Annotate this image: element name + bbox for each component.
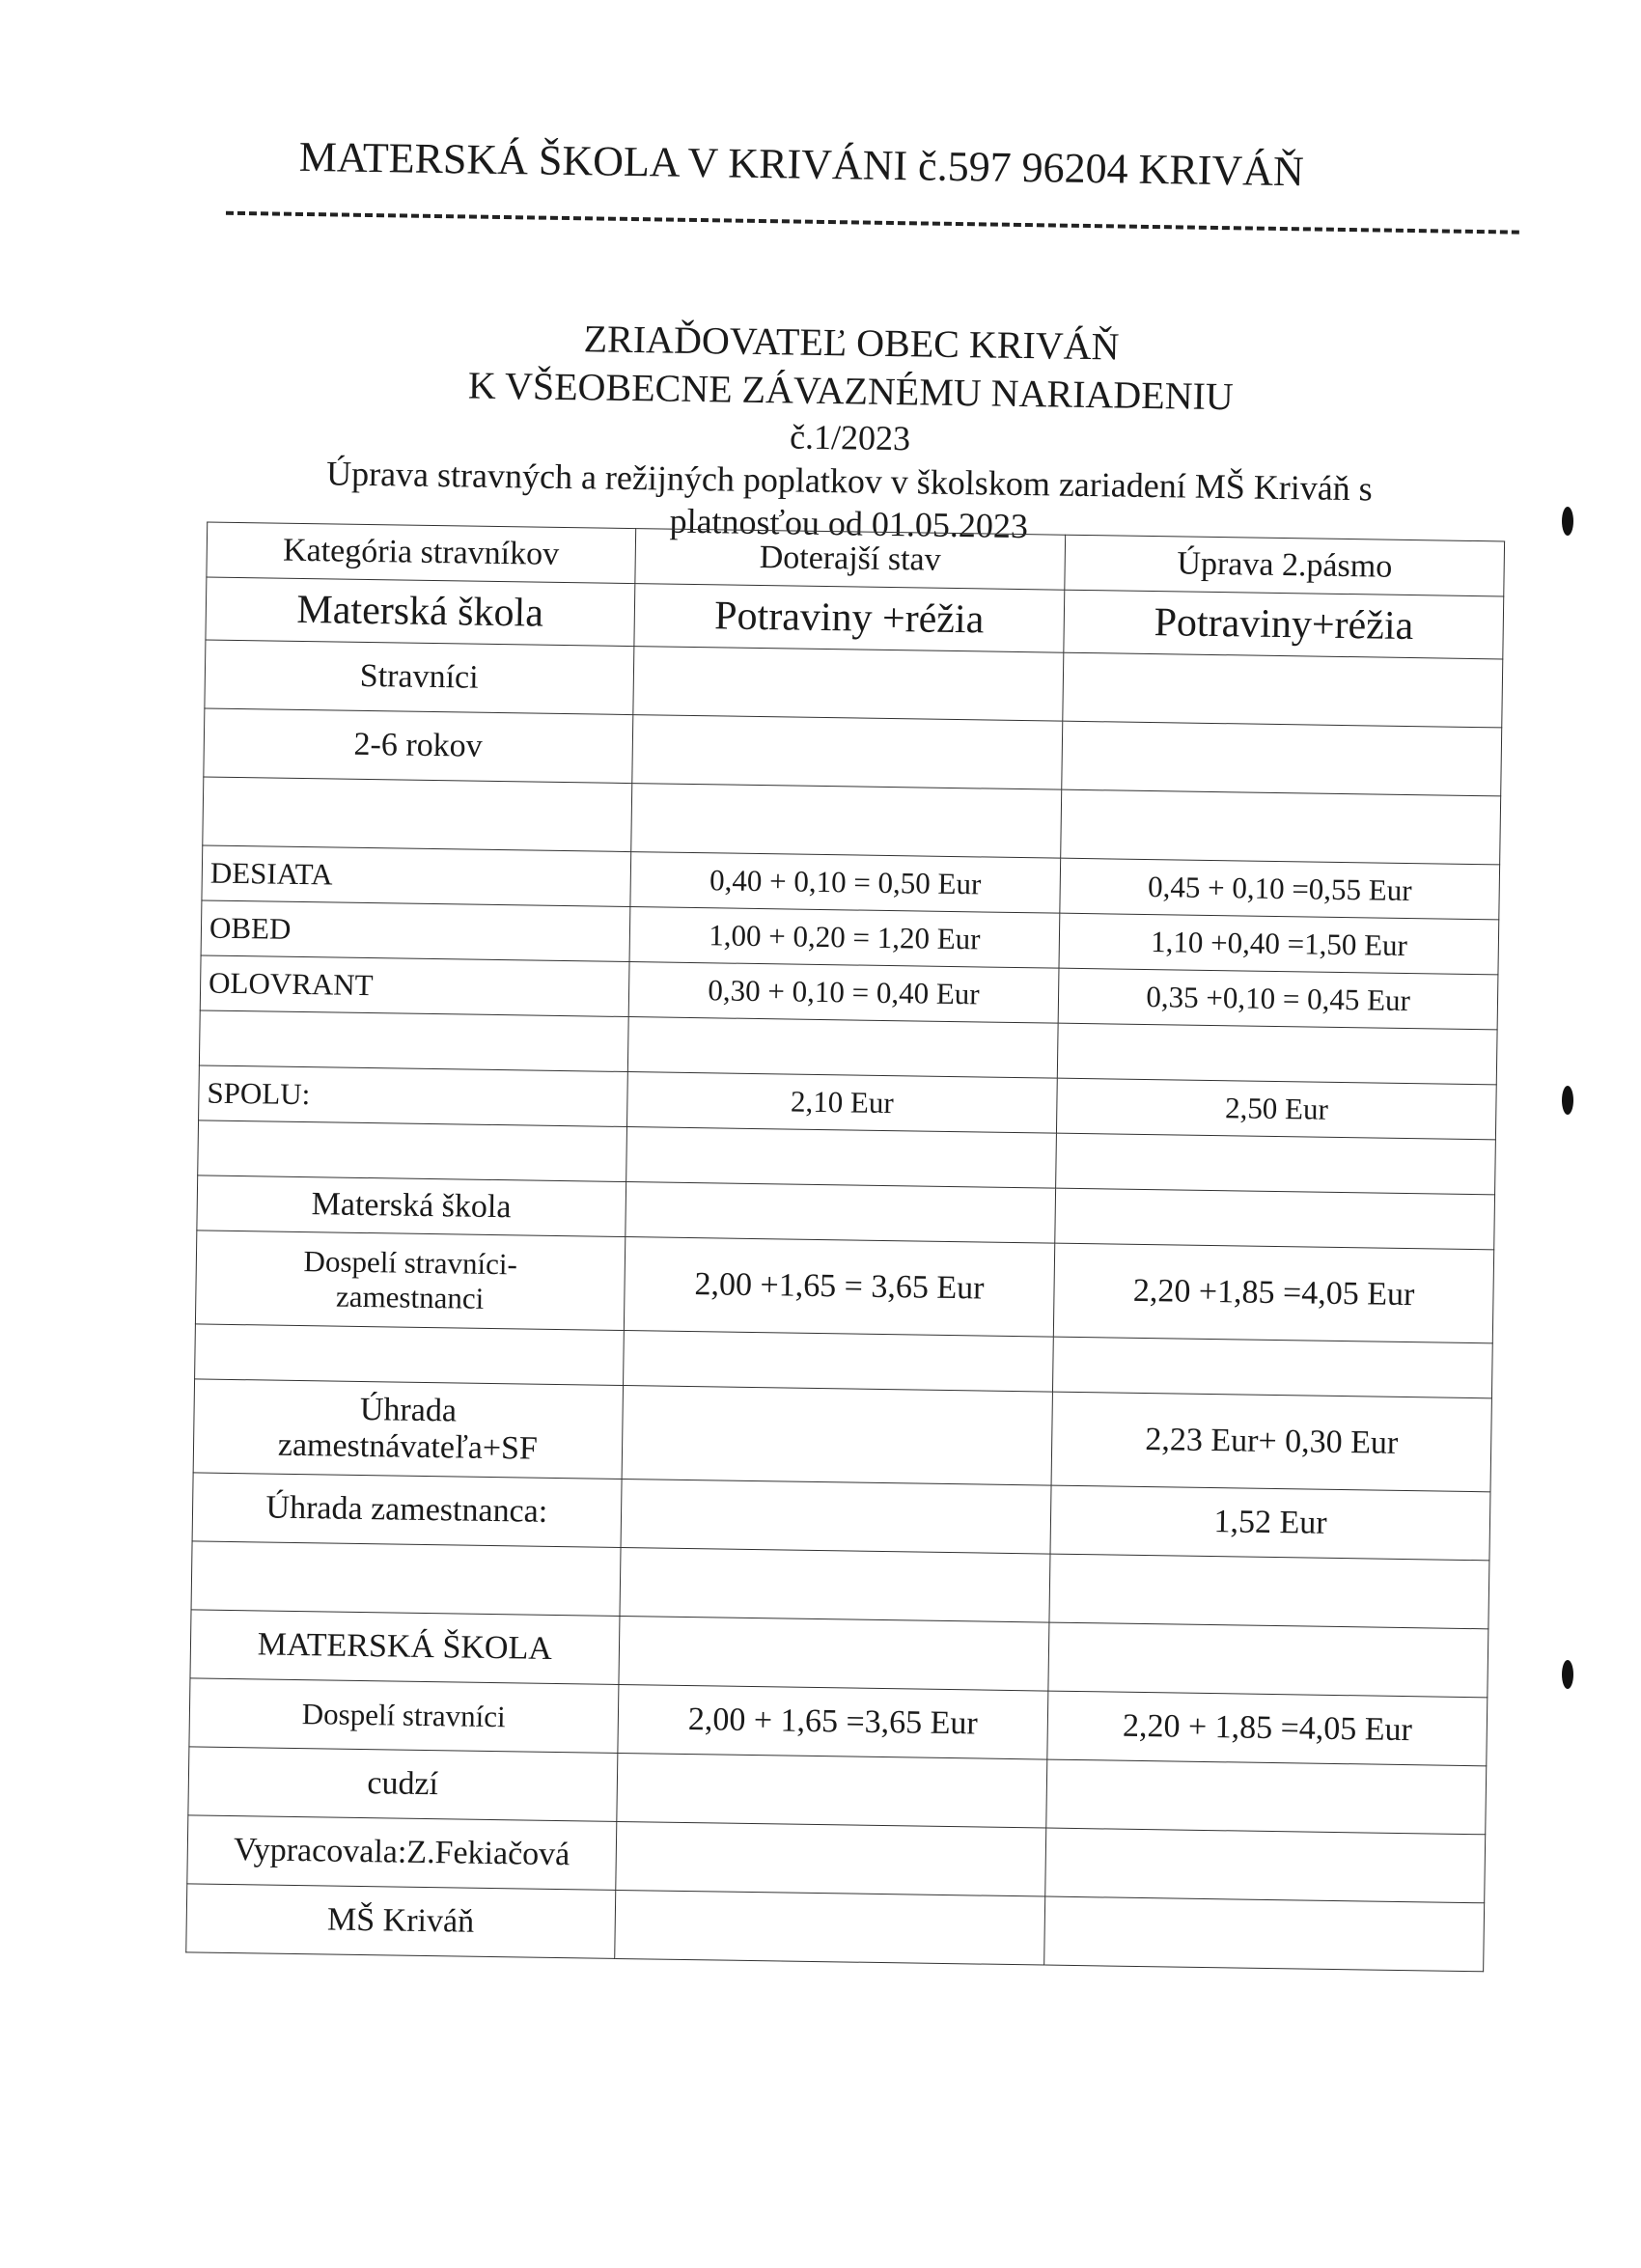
row-label: Materská škola: [197, 1175, 626, 1237]
row-old: [632, 647, 1064, 722]
row-new: [1055, 1188, 1495, 1250]
row-new: [1048, 1622, 1488, 1698]
row-label: [195, 1324, 624, 1386]
row-old: 1,00 + 0,20 = 1,20 Eur: [629, 907, 1060, 969]
row-label-line1: Dospelí stravníci-: [303, 1244, 518, 1282]
row-new: [1058, 1023, 1498, 1085]
row-label: Vypracovala:Z.Fekiačová: [187, 1815, 617, 1891]
row-label: 2-6 rokov: [204, 708, 633, 784]
row-new: 2,23 Eur+ 0,30 Eur: [1051, 1392, 1491, 1492]
row-label: OBED: [201, 900, 629, 962]
row-label: MATERSKÁ ŠKOLA: [190, 1610, 620, 1685]
row-new: [1053, 1337, 1493, 1398]
binder-hole-mark: [1562, 507, 1573, 536]
fee-table: [185, 521, 1505, 1972]
heading-regulation: K VŠEOBECNE ZÁVAZNÉMU NARIADENIU: [467, 363, 1235, 419]
heading-founder: ZRIAĎOVATEĽ OBEC KRIVÁŇ: [583, 317, 1120, 369]
row-old: [620, 1547, 1051, 1622]
row-new: 2,50 Eur: [1057, 1078, 1497, 1140]
row-old: [619, 1616, 1050, 1691]
subheader-revised: Potraviny+réžia: [1064, 590, 1504, 659]
row-new: 1,10 +0,40 =1,50 Eur: [1059, 913, 1499, 975]
row-old: 2,10 Eur: [626, 1072, 1057, 1134]
header-revised: Úprava 2.pásmo: [1065, 535, 1505, 596]
row-new: [1056, 1133, 1496, 1195]
row-old: [622, 1385, 1053, 1485]
row-new: [1061, 789, 1501, 865]
row-old: 2,00 + 1,65 =3,65 Eur: [618, 1684, 1049, 1759]
row-label-line2: zamestnávateľa+SF: [277, 1426, 539, 1467]
header-category: Kategória stravníkov: [207, 522, 635, 584]
row-new: 1,52 Eur: [1050, 1485, 1490, 1561]
row-label: cudzí: [188, 1747, 618, 1822]
row-new: [1045, 1828, 1486, 1903]
row-label-line2: zamestnanci: [335, 1279, 485, 1315]
row-old: [631, 715, 1063, 790]
subheader-current: Potraviny +réžia: [634, 584, 1066, 653]
row-old: [621, 1479, 1052, 1554]
row-label: SPOLU:: [199, 1065, 627, 1127]
row-label: Úhrada zamestnanca:: [192, 1473, 622, 1548]
binder-hole-mark: [1562, 1086, 1573, 1115]
row-new: 2,20 +1,85 =4,05 Eur: [1054, 1243, 1494, 1343]
row-old: [615, 1821, 1046, 1896]
row-label: [199, 1010, 627, 1072]
heading-subject: Úprava stravných a režijných poplatkov v školskom zariadení MŠ Kriváň s: [325, 454, 1374, 509]
row-old: [626, 1127, 1056, 1189]
row-label: [195, 1231, 625, 1331]
heading-validity: platnosťou od 01.05.2023: [669, 501, 1029, 546]
row-label: [191, 1541, 621, 1617]
row-new: [1044, 1896, 1485, 1972]
dashed-divider: [226, 211, 1519, 235]
row-new: 0,35 +0,10 = 0,45 Eur: [1058, 968, 1498, 1030]
row-old: [630, 784, 1062, 859]
row-old: [627, 1017, 1058, 1079]
row-old: 0,30 + 0,10 = 0,40 Eur: [628, 962, 1059, 1024]
row-old: [614, 1890, 1045, 1965]
header-current: Doterajší stav: [634, 529, 1065, 591]
row-new: [1049, 1554, 1489, 1629]
row-label: Stravníci: [205, 640, 634, 715]
subheader-category: Materská škola: [206, 577, 635, 647]
heading-number: č.1/2023: [789, 417, 911, 458]
document-heading: [269, 310, 1431, 553]
letterhead: MATERSKÁ ŠKOLA V KRIVÁNI č.597 96204 KRIVÁŇ: [298, 132, 1305, 196]
row-old: 0,40 + 0,10 = 0,50 Eur: [630, 852, 1061, 914]
row-new: 2,20 + 1,85 =4,05 Eur: [1047, 1691, 1488, 1766]
row-new: [1046, 1759, 1487, 1835]
row-label: [193, 1379, 623, 1480]
row-label: MŠ Kriváň: [186, 1884, 616, 1959]
row-new: 0,45 + 0,10 =0,55 Eur: [1060, 858, 1500, 920]
row-label: DESIATA: [202, 845, 630, 907]
row-old: 2,00 +1,65 = 3,65 Eur: [624, 1237, 1055, 1338]
row-label: OLOVRANT: [200, 955, 628, 1017]
row-old: [625, 1182, 1055, 1244]
row-new: [1063, 652, 1503, 728]
row-label: [203, 777, 632, 852]
row-old: [616, 1753, 1047, 1828]
row-label: Dospelí stravníci: [189, 1678, 619, 1754]
row-label: [198, 1120, 626, 1182]
row-label-line1: Úhrada: [359, 1391, 458, 1429]
row-new: [1062, 721, 1502, 796]
row-old: [623, 1330, 1053, 1392]
binder-hole-mark: [1562, 1660, 1573, 1689]
